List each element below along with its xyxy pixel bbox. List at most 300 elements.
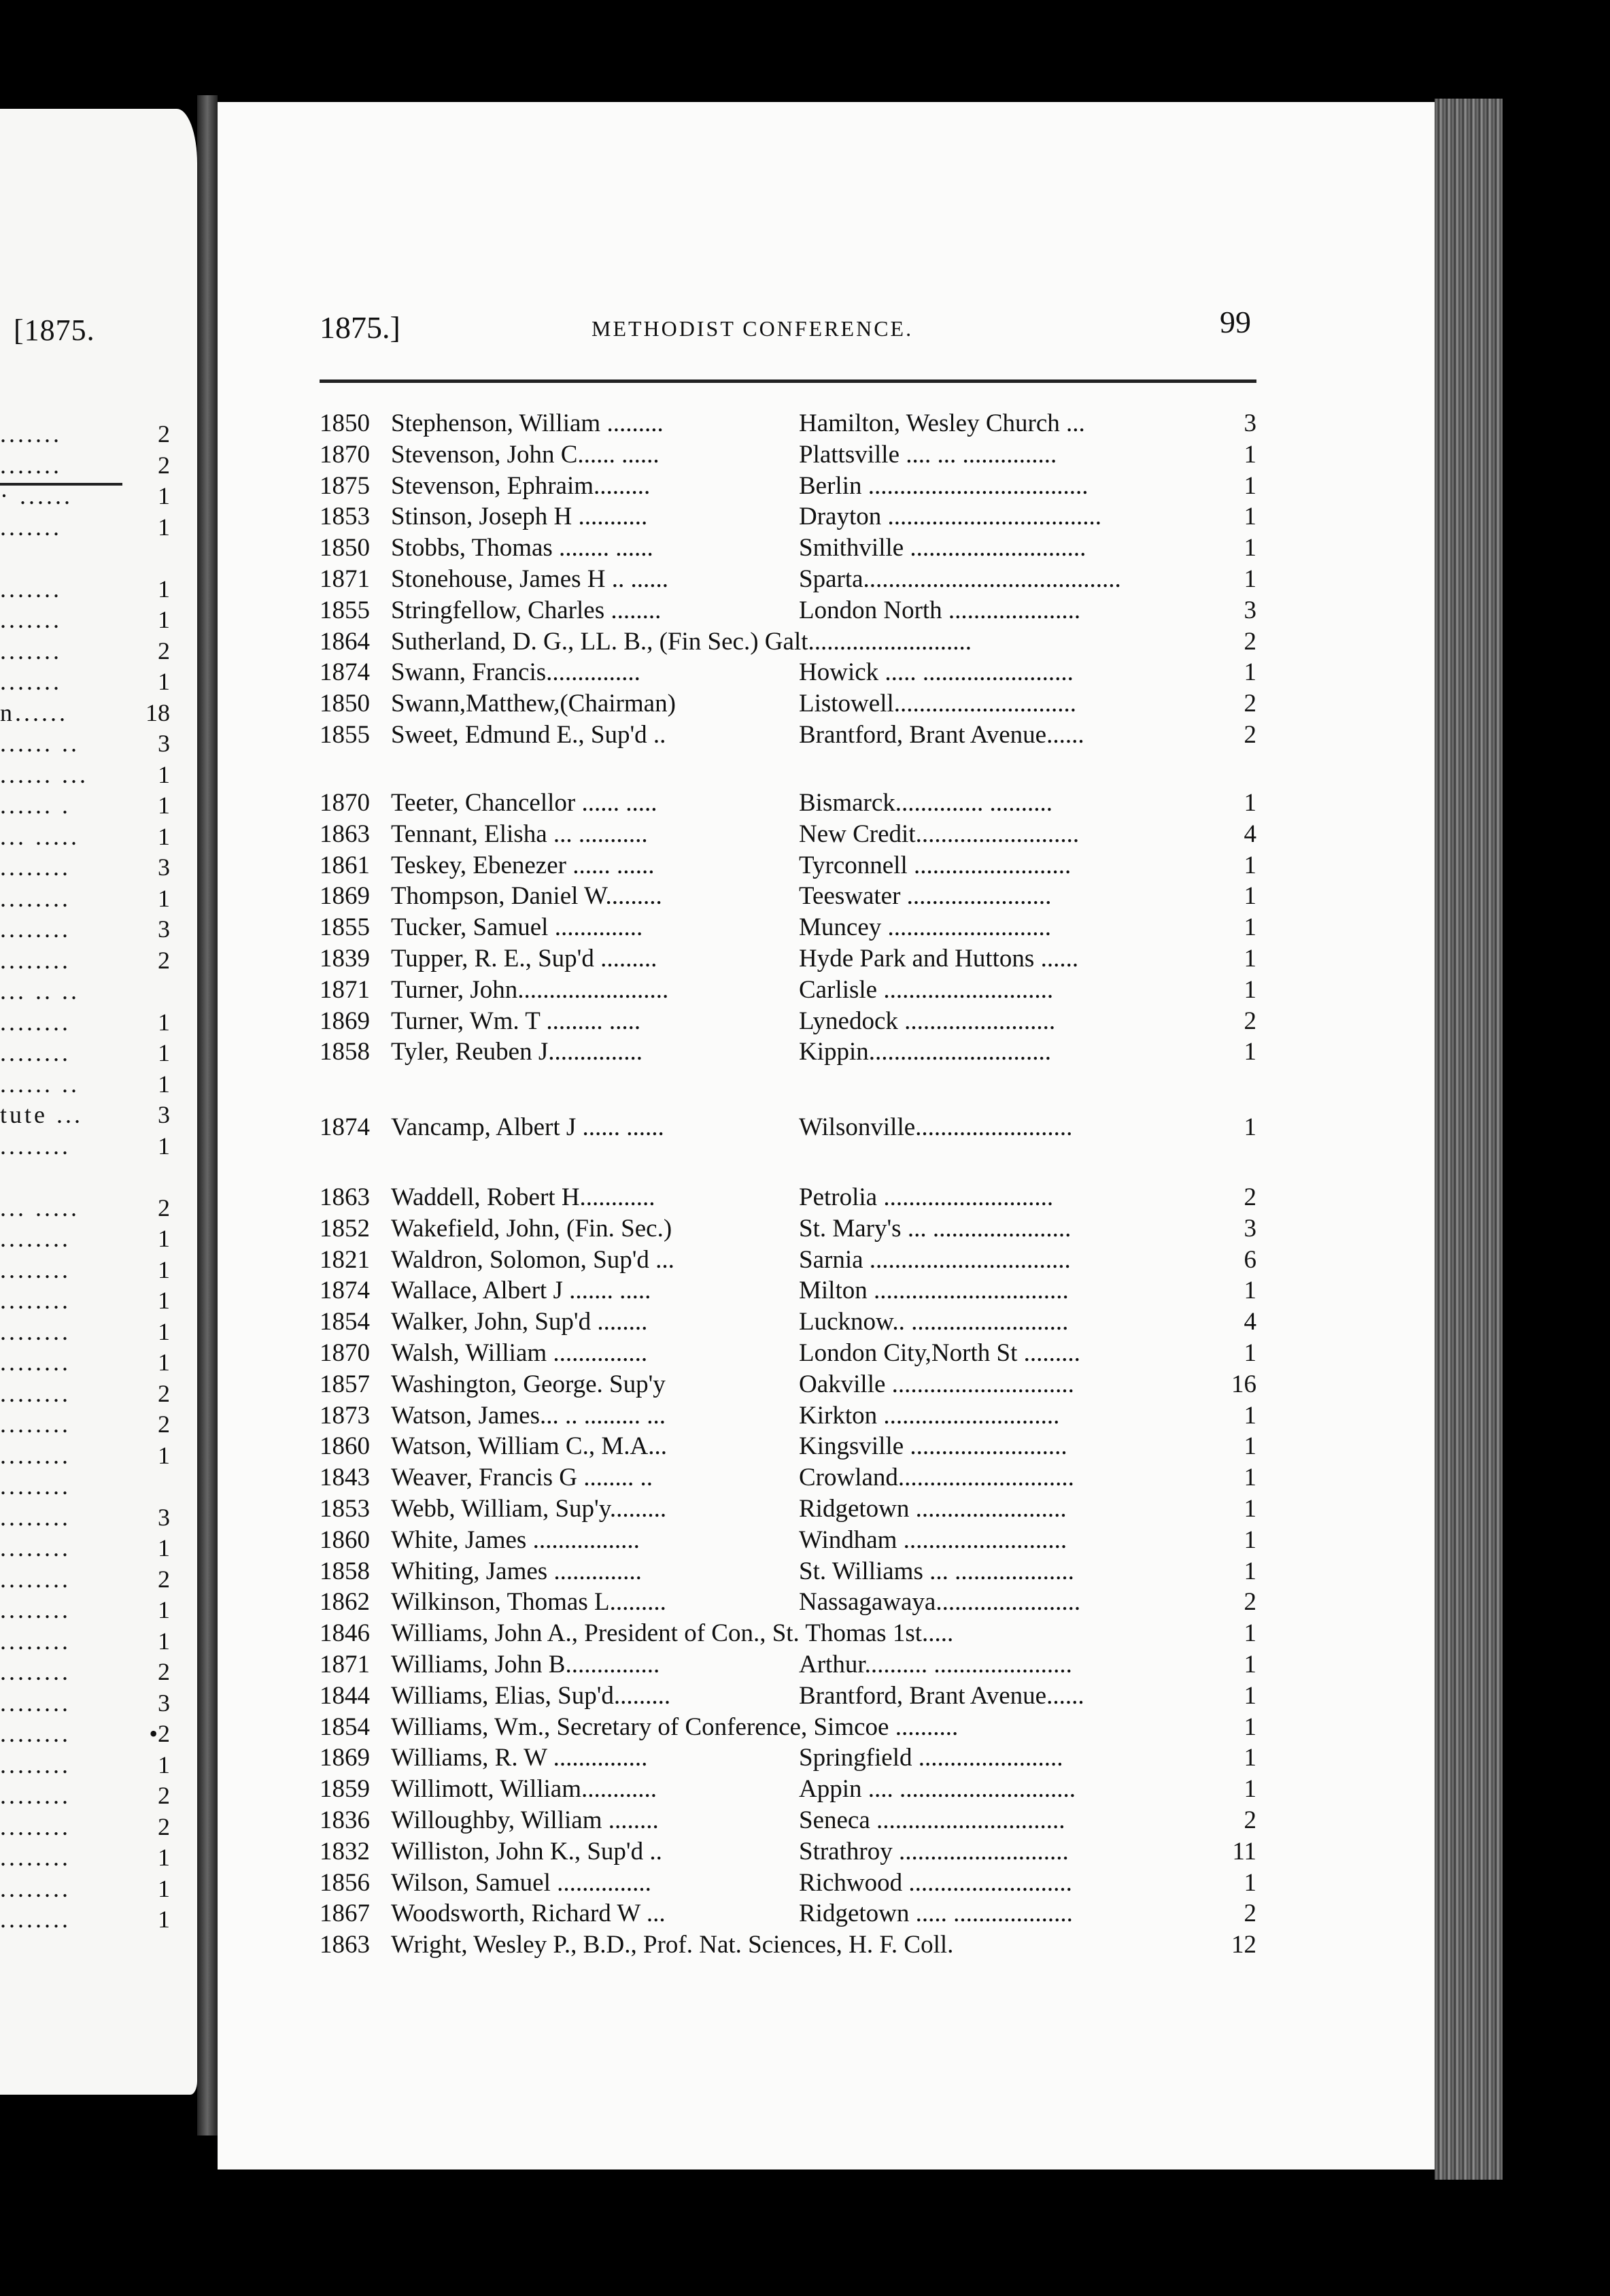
entry-year: 1832 xyxy=(320,1837,370,1866)
minister-entry xyxy=(320,720,1256,751)
header-year: 1875.] xyxy=(320,310,400,345)
left-page-row xyxy=(0,635,170,666)
left-page-count xyxy=(129,542,170,573)
entry-circuit: Arthur.......... ...................... xyxy=(799,1651,1072,1678)
entry-year: 1870 xyxy=(320,789,370,817)
entry-year: 1871 xyxy=(320,1651,370,1678)
minister-entry xyxy=(320,1036,1256,1068)
entry-years: 1 xyxy=(1244,1401,1256,1430)
left-page-count: 1 xyxy=(158,1287,170,1314)
left-page-row xyxy=(0,450,170,481)
left-page-count: 1 xyxy=(158,1534,170,1561)
entry-years: 1 xyxy=(1244,1712,1256,1741)
entry-name: Williams, Wm., Secretary of Conference, Simcoe .......... xyxy=(391,1712,959,1741)
entry-circuit: Carlisle ........................... xyxy=(799,975,1054,1004)
entry-years: 4 xyxy=(1244,820,1256,848)
left-page-count: 1 xyxy=(158,575,170,603)
minister-entry xyxy=(320,975,1256,1006)
minister-entry xyxy=(320,788,1256,819)
entry-circuit: Berlin ................................... xyxy=(799,471,1089,500)
minister-entry xyxy=(320,1213,1256,1245)
left-page-count: 1 xyxy=(158,760,170,788)
page-edge xyxy=(1435,99,1503,2180)
left-page-row xyxy=(0,1625,170,1657)
left-page-leader: n...... xyxy=(0,698,68,726)
entry-years: 3 xyxy=(1244,596,1256,624)
left-page-row xyxy=(0,851,170,883)
minister-entry xyxy=(320,657,1256,688)
left-page-count: 2 xyxy=(158,1194,170,1221)
entry-years: 2 xyxy=(1244,1007,1256,1035)
entry-circuit: Wilsonville......................... xyxy=(799,1113,1073,1141)
entry-years: 1 xyxy=(1244,1464,1256,1492)
entry-name: Teskey, Ebenezer ...... ...... xyxy=(391,851,655,879)
left-page-leader: ........ xyxy=(0,1411,71,1438)
entry-year: 1854 xyxy=(320,1308,370,1336)
left-page-row xyxy=(0,1594,170,1625)
left-page-leader: ........ xyxy=(0,1720,71,1747)
left-page-row xyxy=(0,1347,170,1378)
entry-name: Wilson, Samuel ............... xyxy=(391,1868,651,1897)
left-page-row xyxy=(0,1904,170,1935)
entry-years: 1 xyxy=(1244,1277,1256,1305)
entry-year: 1871 xyxy=(320,565,370,593)
left-page-row xyxy=(0,883,170,914)
left-page-count: 1 xyxy=(158,1255,170,1283)
left-page-count: 3 xyxy=(158,1503,170,1531)
entry-name: Teeter, Chancellor ...... ..... xyxy=(391,789,657,817)
left-page-leader: ........ xyxy=(0,1658,71,1685)
entry-year: 1855 xyxy=(320,913,370,942)
entry-year: 1839 xyxy=(320,945,370,973)
entry-years: 1 xyxy=(1244,1038,1256,1066)
entry-circuit: Richwood .......................... xyxy=(799,1868,1072,1897)
entry-years: 1 xyxy=(1244,1775,1256,1804)
left-page-row xyxy=(0,1130,170,1162)
left-page-count: 3 xyxy=(158,854,170,881)
entry-years: 2 xyxy=(1244,721,1256,749)
left-page-count: •2 xyxy=(149,1720,170,1747)
left-page-count: 3 xyxy=(158,915,170,943)
entry-year: 1844 xyxy=(320,1681,370,1710)
left-page-leader: ....... xyxy=(0,637,62,664)
entry-name: Williams, John B............... xyxy=(391,1651,660,1678)
left-page-count: 1 xyxy=(158,1627,170,1655)
entry-name: Woodsworth, Richard W ... xyxy=(391,1900,666,1928)
left-page-count: 1 xyxy=(158,606,170,633)
left-page-row xyxy=(0,1532,170,1564)
entry-name: Washington, George. Sup'y xyxy=(391,1370,666,1398)
left-page-row xyxy=(0,697,170,728)
left-page-leader: ........ xyxy=(0,1472,71,1500)
left-page-leader: ........ xyxy=(0,1225,71,1252)
left-page-leader: ...... . xyxy=(0,792,71,819)
entry-years: 1 xyxy=(1244,975,1256,1004)
entry-year: 1874 xyxy=(320,658,370,687)
left-page-leader: ........ xyxy=(0,854,71,881)
entry-years: 3 xyxy=(1244,409,1256,437)
left-page-count: 18 xyxy=(145,698,170,726)
left-page-count: 2 xyxy=(158,420,170,448)
entry-year: 1836 xyxy=(320,1806,370,1834)
left-page-leader: ... ..... xyxy=(0,822,80,850)
entry-year: 1855 xyxy=(320,596,370,624)
left-page-row xyxy=(0,1470,170,1502)
entry-name: Williston, John K., Sup'd .. xyxy=(391,1837,662,1866)
entry-circuit: Muncey .......................... xyxy=(799,913,1051,942)
entry-year: 1874 xyxy=(320,1277,370,1305)
left-page-count: 2 xyxy=(158,1782,170,1809)
page-header xyxy=(320,305,1251,350)
minister-entry xyxy=(320,943,1256,975)
minister-entry xyxy=(320,595,1256,626)
left-page-count: 1 xyxy=(158,1751,170,1778)
left-page-leader: ........ xyxy=(0,1441,71,1469)
entry-years: 1 xyxy=(1244,565,1256,593)
entry-circuit: Seneca .............................. xyxy=(799,1806,1065,1834)
entry-years: 2 xyxy=(1244,1806,1256,1834)
entry-name: Stringfellow, Charles ........ xyxy=(391,596,662,624)
entry-years: 12 xyxy=(1231,1931,1256,1959)
left-page-count: 3 xyxy=(158,1689,170,1717)
entry-years: 3 xyxy=(1244,1214,1256,1243)
entry-year: 1850 xyxy=(320,534,370,562)
left-page-leader: ........ xyxy=(0,1844,71,1871)
entry-years: 2 xyxy=(1244,627,1256,656)
left-page-row xyxy=(0,1099,170,1130)
left-page-count: 2 xyxy=(158,1379,170,1407)
entry-years: 1 xyxy=(1244,1619,1256,1648)
entry-name: Williams, R. W ............... xyxy=(391,1744,648,1772)
entry-years: 2 xyxy=(1244,1183,1256,1211)
left-page-leader: ... ..... xyxy=(0,1194,80,1221)
minister-entry xyxy=(320,688,1256,720)
minister-entry xyxy=(320,819,1256,850)
left-page-row xyxy=(0,1037,170,1068)
entry-circuit: Drayton .................................. xyxy=(799,503,1101,531)
left-page-count: 1 xyxy=(158,1349,170,1376)
entry-circuit: Oakville ............................. xyxy=(799,1370,1074,1398)
left-page-leader: ........ xyxy=(0,1565,71,1593)
entry-circuit: Nassagawaya....................... xyxy=(799,1588,1081,1617)
left-page-count xyxy=(129,1161,170,1192)
entry-year: 1875 xyxy=(320,471,370,500)
entry-circuit: Strathroy ........................... xyxy=(799,1837,1069,1866)
left-page-count: 1 xyxy=(158,1225,170,1252)
left-page-leader: ........ xyxy=(0,1503,71,1531)
entry-years: 1 xyxy=(1244,882,1256,911)
entry-year: 1869 xyxy=(320,1007,370,1035)
minister-entry xyxy=(320,471,1256,502)
left-page-leader: · ...... xyxy=(0,482,73,509)
left-page-leader: ........ xyxy=(0,1596,71,1623)
minister-entry xyxy=(320,1587,1256,1618)
entry-circuit: Plattsville .... ... ............... xyxy=(799,440,1057,469)
entry-years: 1 xyxy=(1244,1651,1256,1678)
entry-year: 1850 xyxy=(320,690,370,718)
entry-year: 1855 xyxy=(320,721,370,749)
left-page-leader: ........ xyxy=(0,1317,71,1345)
header-title: METHODIST CONFERENCE. xyxy=(592,316,914,341)
entry-years: 1 xyxy=(1244,1744,1256,1772)
left-page-row xyxy=(0,1780,170,1811)
entry-name: Wallace, Albert J ....... ..... xyxy=(391,1277,651,1305)
entry-years: 1 xyxy=(1244,658,1256,687)
minister-entry xyxy=(320,1462,1256,1493)
left-page-row xyxy=(0,666,170,697)
minister-entry xyxy=(320,1929,1256,1961)
entry-name: Sweet, Edmund E., Sup'd .. xyxy=(391,721,666,749)
left-page-row xyxy=(0,913,170,945)
left-page-count: 2 xyxy=(158,451,170,479)
entry-name: Swann, Francis............... xyxy=(391,658,640,687)
left-page-leader: ........ xyxy=(0,1874,71,1902)
left-page-row xyxy=(0,1749,170,1780)
entry-name: Tupper, R. E., Sup'd ......... xyxy=(391,945,657,973)
entry-name: Turner, John........................ xyxy=(391,975,669,1004)
entry-years: 1 xyxy=(1244,440,1256,469)
left-page-leader: ...... ... xyxy=(0,760,88,788)
left-page-leader: ........ xyxy=(0,1534,71,1561)
entry-year: 1858 xyxy=(320,1557,370,1585)
entry-year: 1870 xyxy=(320,440,370,469)
left-page-leader: ...... .. xyxy=(0,730,80,757)
entry-circuit: Teeswater ....................... xyxy=(799,882,1052,911)
left-page-count: 3 xyxy=(158,1101,170,1128)
entry-name: Stevenson, Ephraim......... xyxy=(391,471,651,500)
left-page-row xyxy=(0,511,170,543)
entry-year: 1864 xyxy=(320,627,370,656)
minister-entry xyxy=(320,1400,1256,1432)
minister-entry xyxy=(320,408,1256,439)
minister-entry xyxy=(320,439,1256,471)
entry-name: Tucker, Samuel .............. xyxy=(391,913,643,942)
left-page-count: 1 xyxy=(158,1070,170,1098)
entry-circuit: Lucknow.. ......................... xyxy=(799,1308,1069,1336)
entry-circuit: Petrolia ........................... xyxy=(799,1183,1054,1211)
left-page-count: 2 xyxy=(158,1658,170,1685)
minister-entry xyxy=(320,1805,1256,1836)
minister-entry xyxy=(320,1112,1256,1143)
left-page-leader: ... .. .. xyxy=(0,977,80,1004)
left-page-leader: ........ xyxy=(0,1008,71,1036)
entry-name: Stonehouse, James H .. ...... xyxy=(391,565,668,593)
entry-name: Wilkinson, Thomas L......... xyxy=(391,1588,666,1617)
entry-years: 1 xyxy=(1244,534,1256,562)
left-page-leader: ........ xyxy=(0,1906,71,1933)
left-page-row xyxy=(0,418,170,450)
entry-year: 1862 xyxy=(320,1588,370,1617)
left-page-count: 1 xyxy=(158,482,170,509)
entry-name: Tyler, Reuben J............... xyxy=(391,1038,643,1066)
left-page-count: 2 xyxy=(158,637,170,664)
entry-name: Williams, John A., President of Con., St. Thomas 1st..... xyxy=(391,1619,954,1648)
entry-name: Williams, Elias, Sup'd......... xyxy=(391,1681,671,1710)
left-page-leader: ........ xyxy=(0,946,71,974)
entry-circuit: London North ..................... xyxy=(799,596,1081,624)
entry-circuit: London City,North St ......... xyxy=(799,1339,1080,1367)
entry-year: 1853 xyxy=(320,1495,370,1523)
left-page-leader: ........ xyxy=(0,1812,71,1840)
entry-circuit: New Credit.......................... xyxy=(799,820,1080,848)
left-page-leader: ........ xyxy=(0,884,71,912)
entry-year: 1863 xyxy=(320,1183,370,1211)
minister-entry xyxy=(320,1275,1256,1306)
entry-year: 1860 xyxy=(320,1432,370,1461)
left-page-row xyxy=(0,1068,170,1100)
left-page-leader: ....... xyxy=(0,420,62,448)
left-page-leader: ........ xyxy=(0,1349,71,1376)
entry-name: Willimott, William............ xyxy=(391,1775,657,1804)
left-page-row xyxy=(0,1285,170,1316)
entry-years: 1 xyxy=(1244,913,1256,942)
entry-years: 1 xyxy=(1244,851,1256,879)
left-page-leader: ........ xyxy=(0,1782,71,1809)
left-page-leader: ........ xyxy=(0,1627,71,1655)
entry-circuit: Listowell............................. xyxy=(799,690,1077,718)
entry-name: Stobbs, Thomas ........ ...... xyxy=(391,534,653,562)
entry-year: 1846 xyxy=(320,1619,370,1648)
entry-years: 1 xyxy=(1244,1525,1256,1554)
left-page-count: 1 xyxy=(158,1008,170,1036)
left-page-leader: ...... .. xyxy=(0,1070,80,1098)
entry-circuit: Kirkton ............................ xyxy=(799,1401,1060,1430)
entry-circuit: Howick ..... ........................ xyxy=(799,658,1074,687)
entry-year: 1867 xyxy=(320,1900,370,1928)
left-page-row xyxy=(0,1440,170,1471)
entry-name: Sutherland, D. G., LL. B., (Fin Sec.) Galt.......................... xyxy=(391,627,972,656)
minister-entry xyxy=(320,1556,1256,1587)
entry-name: Waddell, Robert H............ xyxy=(391,1183,655,1211)
entry-years: 1 xyxy=(1244,1557,1256,1585)
left-page-header: [1875. xyxy=(14,314,95,347)
left-page-row xyxy=(0,573,170,605)
entry-circuit: Springfield ....................... xyxy=(799,1744,1063,1772)
entry-circuit: Appin .... ............................ xyxy=(799,1775,1076,1804)
left-page-row xyxy=(0,1873,170,1904)
entry-name: Wright, Wesley P., B.D., Prof. Nat. Sciences, H. F. Coll. xyxy=(391,1931,954,1959)
minister-entry xyxy=(320,1338,1256,1369)
left-page-count: 1 xyxy=(158,1874,170,1902)
entry-name: Webb, William, Sup'y......... xyxy=(391,1495,667,1523)
left-page-row xyxy=(0,1408,170,1440)
entry-years: 2 xyxy=(1244,1588,1256,1617)
minister-entry xyxy=(320,1712,1256,1743)
entry-year: 1852 xyxy=(320,1214,370,1243)
entry-year: 1854 xyxy=(320,1712,370,1741)
entry-years: 6 xyxy=(1244,1245,1256,1274)
minister-entry xyxy=(320,1618,1256,1649)
left-page-count: 2 xyxy=(158,946,170,974)
entry-years: 1 xyxy=(1244,945,1256,973)
entry-year: 1859 xyxy=(320,1775,370,1804)
entry-circuit: Hamilton, Wesley Church ... xyxy=(799,409,1085,437)
entry-name: Watson, James... .. ......... ... xyxy=(391,1401,666,1430)
entry-year: 1853 xyxy=(320,503,370,531)
entry-year: 1857 xyxy=(320,1370,370,1398)
minister-entry xyxy=(320,912,1256,943)
left-page-count xyxy=(129,1470,170,1502)
entry-name: White, James ................. xyxy=(391,1525,640,1554)
entry-name: Whiting, James .............. xyxy=(391,1557,642,1585)
left-page-leader: ....... xyxy=(0,575,62,603)
left-page-count: 2 xyxy=(158,1812,170,1840)
entry-name: Wakefield, John, (Fin. Sec.) xyxy=(391,1214,672,1243)
minister-entry xyxy=(320,564,1256,595)
left-page-row xyxy=(0,975,170,1007)
minister-entry xyxy=(320,1006,1256,1037)
entry-name: Weaver, Francis G ........ .. xyxy=(391,1464,653,1492)
entry-year: 1869 xyxy=(320,882,370,911)
minister-entry xyxy=(320,850,1256,881)
left-page-count: 1 xyxy=(158,1039,170,1066)
entry-circuit: Bismarck.............. .......... xyxy=(799,789,1053,817)
minister-entry xyxy=(320,1245,1256,1276)
left-page-count: 1 xyxy=(158,668,170,695)
minister-entry xyxy=(320,1649,1256,1681)
entry-circuit: Kingsville ......................... xyxy=(799,1432,1067,1461)
left-page-leader: ........ xyxy=(0,1132,71,1160)
left-page-row xyxy=(0,1316,170,1347)
minister-entry xyxy=(320,1182,1256,1213)
left-page-row xyxy=(0,728,170,759)
left-page-leader: ........ xyxy=(0,1255,71,1283)
left-page-count: 1 xyxy=(158,1441,170,1469)
left-page xyxy=(0,109,197,2095)
entry-circuit: Hyde Park and Huttons ...... xyxy=(799,945,1079,973)
entry-circuit: Brantford, Brant Avenue...... xyxy=(799,1681,1084,1710)
entry-years: 16 xyxy=(1231,1370,1256,1398)
entry-years: 2 xyxy=(1244,690,1256,718)
page-number: 99 xyxy=(1220,305,1251,339)
minister-entry xyxy=(320,626,1256,658)
entry-name: Vancamp, Albert J ...... ...... xyxy=(391,1113,664,1141)
entry-year: 1869 xyxy=(320,1744,370,1772)
left-page-leader: ....... xyxy=(0,606,62,633)
left-page-count: 2 xyxy=(158,1411,170,1438)
left-page-leader: ........ xyxy=(0,1287,71,1314)
entry-year: 1863 xyxy=(320,1931,370,1959)
left-page-leader: ........ xyxy=(0,915,71,943)
entry-years: 2 xyxy=(1244,1900,1256,1928)
minister-entry xyxy=(320,1774,1256,1805)
left-page-row xyxy=(0,1223,170,1254)
entry-year: 1821 xyxy=(320,1245,370,1274)
left-page-count: 1 xyxy=(158,1596,170,1623)
left-page-count: 1 xyxy=(158,1317,170,1345)
minister-entry xyxy=(320,501,1256,533)
minister-entry xyxy=(320,1681,1256,1712)
entry-circuit: Milton ............................... xyxy=(799,1277,1069,1305)
left-page-row xyxy=(0,1192,170,1223)
entry-year: 1856 xyxy=(320,1868,370,1897)
entry-years: 1 xyxy=(1244,1339,1256,1367)
entry-years: 11 xyxy=(1232,1837,1256,1866)
entry-year: 1860 xyxy=(320,1525,370,1554)
left-page-row xyxy=(0,1378,170,1409)
entry-name: Watson, William C., M.A... xyxy=(391,1432,667,1461)
entry-circuit: Lynedock ........................ xyxy=(799,1007,1056,1035)
entry-circuit: Windham .......................... xyxy=(799,1525,1067,1554)
minister-entry xyxy=(320,1836,1256,1868)
entry-year: 1843 xyxy=(320,1464,370,1492)
entry-year: 1873 xyxy=(320,1401,370,1430)
entry-name: Thompson, Daniel W......... xyxy=(391,882,662,911)
entry-years: 4 xyxy=(1244,1308,1256,1336)
entry-year: 1858 xyxy=(320,1038,370,1066)
entry-years: 1 xyxy=(1244,789,1256,817)
left-page-count: 2 xyxy=(158,1565,170,1593)
